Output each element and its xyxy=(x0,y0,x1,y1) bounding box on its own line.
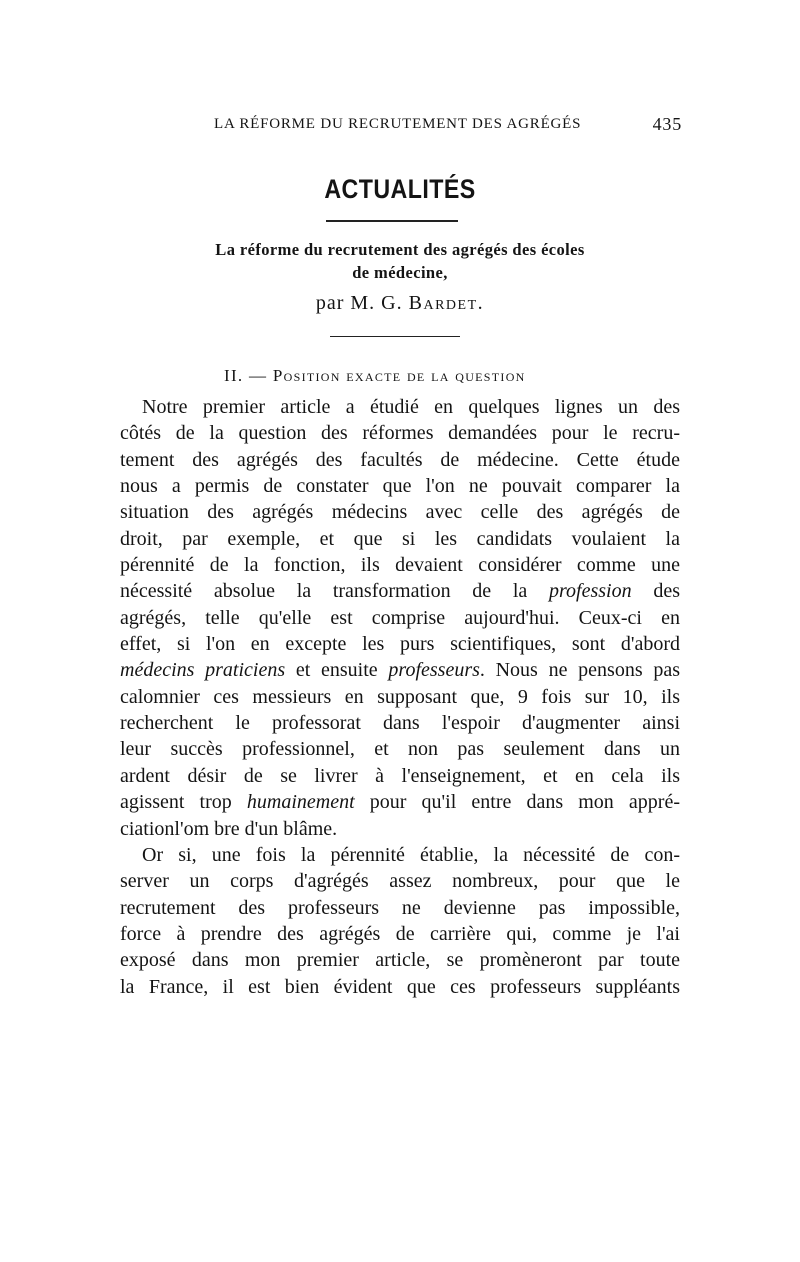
text-line: recherchent le professorat dans l'espoir d'augmenter ainsi xyxy=(120,712,680,735)
text-line: tement des agrégés des facultés de médecine. Cette étude xyxy=(120,448,680,471)
text-line: pérennité de la fonction, ils devaient considérer comme une xyxy=(120,554,680,577)
page-number: 435 xyxy=(652,114,682,134)
italic-span: profession xyxy=(549,580,632,603)
text-line: Notre premier article a étudié en quelques lignes un des xyxy=(142,396,680,418)
text-line: Or si, une fois la pérennité établie, la nécessité de con- xyxy=(142,843,680,866)
article-title-line-1: La réforme du recrutement des agrégés des écoles xyxy=(215,240,585,259)
text-line: agrégés, telle qu'elle est comprise aujourd'hui. Ceux-ci en xyxy=(120,606,680,629)
text-line: force à prendre des agrégés de carrière qui, comme je l'ai xyxy=(120,922,680,945)
text-line: calomnier ces messieurs en supposant que, 9 fois sur 10, ils xyxy=(120,685,680,708)
text-span: des xyxy=(631,580,680,603)
text-line: server un corps d'agrégés assez nombreux, pour que le xyxy=(120,870,680,893)
text-line: nous a permis de constater que l'on ne pouvait comparer la xyxy=(120,475,680,498)
text-line: recrutement des professeurs ne devienne pas impossible, xyxy=(120,896,680,919)
text-line xyxy=(120,657,680,683)
text-span: agissent trop xyxy=(120,791,247,814)
italic-span: humainement xyxy=(246,791,355,814)
subheading-number: II. — xyxy=(224,366,273,385)
text-line: leur succès professionnel, et non pas seulement dans un xyxy=(120,738,680,761)
text-span: . Nous ne pensons pas xyxy=(479,659,680,682)
author-rule xyxy=(330,336,460,337)
text-line: côtés de la question des réformes demandées pour le recru- xyxy=(120,422,680,445)
text-line: situation des agrégés médecins avec celle des agrégés de xyxy=(120,501,680,524)
author-line xyxy=(0,292,800,315)
subheading-text: Position exacte de la question xyxy=(272,366,526,385)
text-line: exposé dans mon premier article, se promèneront par toute xyxy=(120,949,680,972)
text-line xyxy=(120,578,680,604)
section-subheading xyxy=(224,366,526,386)
author-name: Bardet. xyxy=(408,292,485,314)
text-line: la France, il est bien évident que ces professeurs suppléants xyxy=(120,975,680,998)
running-title: LA RÉFORME DU RECRUTEMENT DES AGRÉGÉS xyxy=(214,116,582,132)
article-title-line-2: de médecine, xyxy=(352,263,448,282)
text-line: ardent désir de se livrer à l'enseignement, et en cela ils xyxy=(120,764,680,787)
text-line: droit, par exemple, et que si les candidats voulaient la xyxy=(120,527,680,550)
text-line: ciationl'om bre d'un blâme. xyxy=(120,817,338,840)
italic-span: médecins praticiens xyxy=(120,659,286,682)
italic-span: professeurs xyxy=(388,659,480,682)
author-prefix: par M. G. xyxy=(315,292,409,314)
text-line xyxy=(120,789,680,815)
section-title: ACTUALITÉS xyxy=(324,174,476,204)
text-span: nécessité absolue la transformation de la xyxy=(120,580,550,603)
text-line: effet, si l'on en excepte les purs scientifiques, sont d'abord xyxy=(120,633,680,656)
text-span: et ensuite xyxy=(285,659,389,682)
text-span: pour qu'il entre dans mon appré- xyxy=(354,791,680,814)
body-text xyxy=(120,394,680,1000)
title-rule xyxy=(326,220,458,222)
